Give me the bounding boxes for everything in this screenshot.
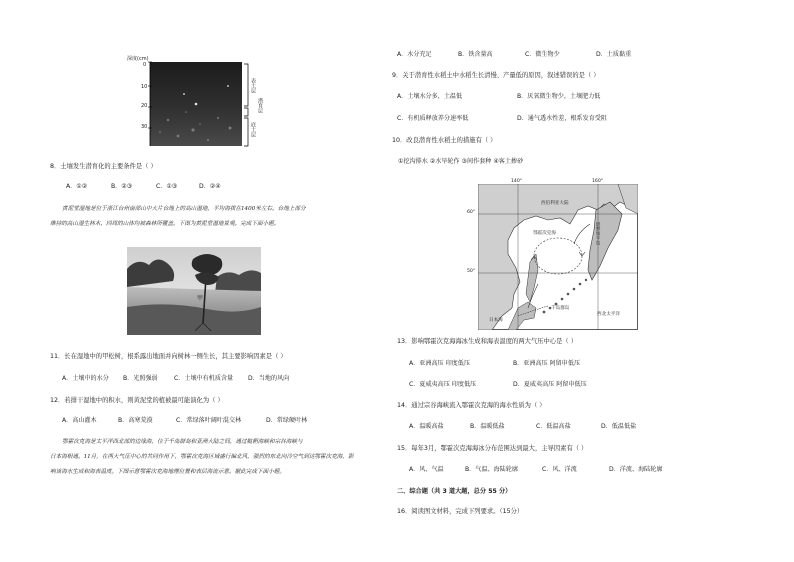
question-11-option: D．当地的风向 [248,375,290,382]
question-13-option: C．夏威夷高压 印度低压 [409,381,477,388]
question-10-items: ①挖沟排水 ②水旱轮作 ③间作套种 ④客土掺砂 [398,158,524,165]
question-8-right-option: A．水分充足 [397,51,432,58]
question-8-right-option: C．微生物少 [525,51,560,58]
question-9-option: C．有机质释放养分速率低 [397,115,469,122]
soil-layer-label: 底土层 [250,122,256,137]
question-15-option: B．气温、海陆轮廓 [465,466,518,473]
map-place-label: 千岛群岛 [551,306,570,311]
map-place-label: 日本海 [489,318,503,323]
map-longitude-label: 140° [511,179,523,184]
question-8-option: D．②④ [199,183,221,190]
question-9-option: B．厌氧微生物少，土壤肥力低 [517,93,601,100]
soil-layer-label: 潜育层 [257,98,263,113]
question-13-stem: 13．影响鄂霍次克海海冰生成和海表温度的两大气压中心是（ ） [397,338,578,345]
question-11-stem: 11．长在湿地中的甲松树，根系露出地面并向树林一侧生长，其主要影响因素是（ ） [50,353,287,360]
question-15-option: D．洋流、海陆轮廓 [609,466,663,473]
question-11-option: A．土壤中的水分 [62,375,109,382]
question-12-option: C．常绿落叶阔叶混交林 [176,417,242,424]
map-place-label: 鄂霍次克海 [533,231,556,236]
map-place-label: 堪察加半岛 [595,222,600,245]
question-15-option: C．风、洋流 [542,466,577,473]
question-8-option: A．①② [66,183,88,190]
question-14-option: D．低温低盐 [601,423,637,430]
question-8-option: B．②③ [111,183,133,190]
question-11-option: B．光照强弱 [123,375,158,382]
question-13-option: D．夏威夷高压 阿留申低压 [513,381,587,388]
map-longitude-label: 160° [592,179,604,184]
question-14-option: B．温暖低盐 [470,423,505,430]
question-13-option: B．亚洲高压 阿留申低压 [513,360,581,367]
question-8-stem: 8．土壤发生潜育化的主要条件是（ ） [50,163,157,170]
question-12-option: D．常绿硬叶林 [266,417,308,424]
soil-depth-tick: 30 [141,124,148,130]
question-14-option: C．低温高盐 [536,423,571,430]
soil-depth-axis-title: 深度(cm) [127,56,149,62]
question-12-option: A．高山灌木 [62,417,97,424]
question-13-option: A．亚洲高压 印度低压 [409,360,470,367]
map-latitude-label: 50° [467,269,476,274]
question-12-stem: 12．若排干湿地中的积水，则黄泥堂的植被最可能演化为（ ） [50,397,224,404]
passage-2-line: 鄂霍次克海是太平洋西北部的边缘海，位于千岛群岛和亚洲大陆之间，通过鞑靼海峡和宗谷海峡与 [62,439,303,445]
map-place-label: 西北太平洋 [597,312,620,317]
passage-1-line: 黄泥堂湿地是位于浙江台州南部山中大片台地上的高山湿地，平均海拔在1400米左右。台地上部分 [62,206,306,212]
question-8-option: C．①③ [156,183,178,190]
section-2-heading: 二、综合题（共 3 道大题，总分 55 分） [397,488,512,495]
question-9-option: A．土壤水分多，土温低 [397,93,463,100]
question-14-stem: 14．通过宗谷海峡流入鄂霍次克海的海水性质为（ ） [397,402,546,409]
passage-2-line: 响该海水生成和海表温度。下图示意鄂霍次克海地理位置和表层海流示意。据此完成下面小题。 [50,469,285,475]
question-14-option: A．温暖高盐 [409,423,444,430]
question-16-stem: 16．阅读图文材料，完成下列要求。（15分） [397,508,524,515]
question-10-stem: 10．改良潜育性水稻土的措施有（ ） [392,137,497,144]
question-15-option: A．风、气温 [409,466,444,473]
map-latitude-label: 60° [467,210,476,215]
passage-1-line: 维持的高山湿生林木，四周的山体均被森林所覆盖。下图为黄泥堂湿地景观。完成下面小题。 [50,221,280,227]
photo-marker-label: 甲 [197,295,204,302]
question-8-right-option: B．铁含量高 [458,51,493,58]
passage-2-line: 日本海相通。11月，在两大气压中心的共同作用下，鄂霍次克海区域盛行偏北风，强烈的东北向冷空气到达鄂霍次克海，影 [50,454,354,460]
soil-depth-tick: 20 [141,103,148,109]
question-12-option: B．高寒荒漠 [118,417,153,424]
map-place-label: 西伯利亚大陆 [541,201,569,206]
question-9-stem: 9．关于潜育性水稻土中水稻生长清慢、产量低的原因，叙述错误的是（ ） [392,72,600,79]
soil-layer-label: 表土层 [250,78,256,93]
question-8-right-option: D．土质黏重 [596,51,632,58]
wetland-photo [127,247,261,335]
question-11-option: C．土壤中有机质含量 [174,375,234,382]
soil-depth-tick: 0 [143,62,147,68]
question-9-option: D．通气透水性差，根系发育受阻 [517,115,608,122]
question-15-stem: 15．每年3月，鄂霍次克海海冰分布范围达到最大，主导因素有（ ） [397,445,588,452]
soil-depth-tick: 10 [141,84,148,90]
